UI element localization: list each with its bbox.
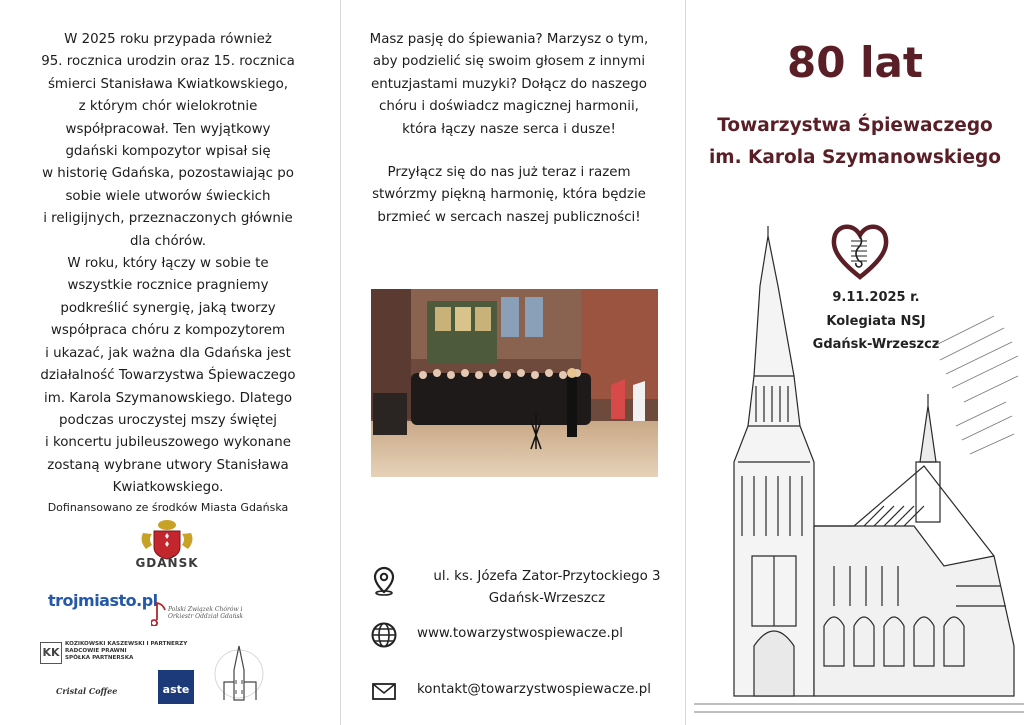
paragraph-line: sobie wiele utworów świeckich <box>65 188 271 204</box>
paragraph-line: zostaną wybrane utwory Stanisława <box>47 457 289 473</box>
invite-paragraph <box>359 162 659 229</box>
society-name-line: im. Karola Szymanowskiego <box>708 147 1002 168</box>
paragraph-line: dla chórów. <box>129 233 207 249</box>
kk-line: SPÓŁKA PARTNERSKA <box>65 655 134 661</box>
anniversary-title: 80 lat <box>787 38 923 87</box>
invite-line: stwórzmy piękną harmonię, która będzie <box>372 187 646 203</box>
paragraph-line: z którym chór wielokrotnie <box>78 99 258 115</box>
paragraph-line: i koncertu jubileuszowego wykonane <box>44 435 291 451</box>
paragraph-line: współpraca chóru z kompozytorem <box>50 323 286 339</box>
address-line: Gdańsk-Wrzeszcz <box>488 591 606 606</box>
envelope-icon <box>369 676 399 706</box>
left-panel <box>0 0 340 725</box>
paragraph-line: współpracował. Ten wyjątkowy <box>65 121 271 137</box>
paragraph-line: im. Karola Szymanowskiego. Dlatego <box>43 390 293 406</box>
invite-line: brzmieć w sercach naszej publiczności! <box>377 209 641 225</box>
paragraph-line: i religijnych, przeznaczonych głównie <box>43 211 293 227</box>
paragraph-line: podkreślić synergię, jaką tworzy <box>60 300 276 316</box>
kk-line: RADCOWIE PRAWNI <box>65 648 127 654</box>
intro-line: Masz pasję do śpiewania? Marzysz o tym, <box>369 32 649 47</box>
society-name-line: Towarzystwa Śpiewaczego <box>717 115 993 136</box>
paragraph-line: gdański kompozytor wpisał się <box>65 144 271 160</box>
trojmiasto-logo: trojmiasto.pl <box>48 591 158 610</box>
kk-logo-text <box>65 641 235 662</box>
society-name <box>686 110 1024 174</box>
intro-paragraph <box>359 29 659 141</box>
funded-by-note: Dofinansowano ze środków Miasta Gdańska <box>47 501 289 514</box>
globe-icon <box>369 620 399 650</box>
intro-line: która łączy nasze serca i dusze! <box>402 121 616 137</box>
paragraph-line: podczas uroczystej mszy świętej <box>59 412 277 428</box>
address-line: ul. ks. Józefa Zator-Przytockiego 3 <box>433 569 661 584</box>
note-logo-icon <box>151 600 167 626</box>
email-link[interactable]: kontakt@towarzystwospiewacze.pl <box>417 682 651 697</box>
gdansk-city-label: GDAŃSK <box>135 556 199 570</box>
paragraph-line: 95. rocznica urodzin oraz 15. rocznica <box>41 54 295 70</box>
paragraph-line: i ukazać, jak ważna dla Gdańska jest <box>45 345 291 361</box>
right-panel <box>686 0 1024 725</box>
event-location: Gdańsk-Wrzeszcz <box>812 337 940 352</box>
kk-logo-mark: KK <box>40 642 62 664</box>
heart-music-logo-icon <box>829 221 891 281</box>
intro-line: aby podzielić się swoim głosem z innymi <box>372 54 646 70</box>
kwiatkowski-paragraph <box>18 29 318 500</box>
paragraph-line: W 2025 roku przypada również <box>64 32 272 47</box>
location-pin-icon <box>369 566 399 596</box>
event-date: 9.11.2025 r. <box>832 290 920 305</box>
event-venue: Kolegiata NSJ <box>826 314 926 329</box>
middle-panel <box>341 0 685 725</box>
paragraph-line: śmierci Stanisława Kwiatkowskiego, <box>47 76 289 92</box>
intro-line: entuzjastami muzyki? Dołącz do naszego <box>371 76 647 92</box>
paragraph-line: Kwiatkowskiego. <box>112 480 224 496</box>
invite-line: Przyłącz się do nas już teraz i razem <box>387 165 631 180</box>
paragraph-line: w historię Gdańska, pozostawiając po <box>42 166 294 182</box>
intro-line: chóru i doświadcz magicznej harmonii, <box>379 99 639 115</box>
aste-logo: aste <box>158 670 194 704</box>
gdansk-crest-icon <box>137 519 197 561</box>
cristal-coffee-logo: Cristal Coffee <box>56 686 118 696</box>
paragraph-line: działalność Towarzystwa Śpiewaczego <box>40 368 296 384</box>
paragraph-line: wszystkie rocznice pragniemy <box>67 278 269 294</box>
website-link[interactable]: www.towarzystwospiewacze.pl <box>417 626 624 641</box>
paragraph-line: W roku, który łączy w sobie te <box>67 256 269 272</box>
choir-photo <box>371 289 658 477</box>
church-small-logo-icon <box>214 640 264 706</box>
pzchio-logo: Polski Związek Chórów i Orkiestr Oddział Gdańsk <box>168 606 244 620</box>
kk-line: KOZIKOWSKI KASZEWSKI I PARTNERZY <box>65 641 188 647</box>
